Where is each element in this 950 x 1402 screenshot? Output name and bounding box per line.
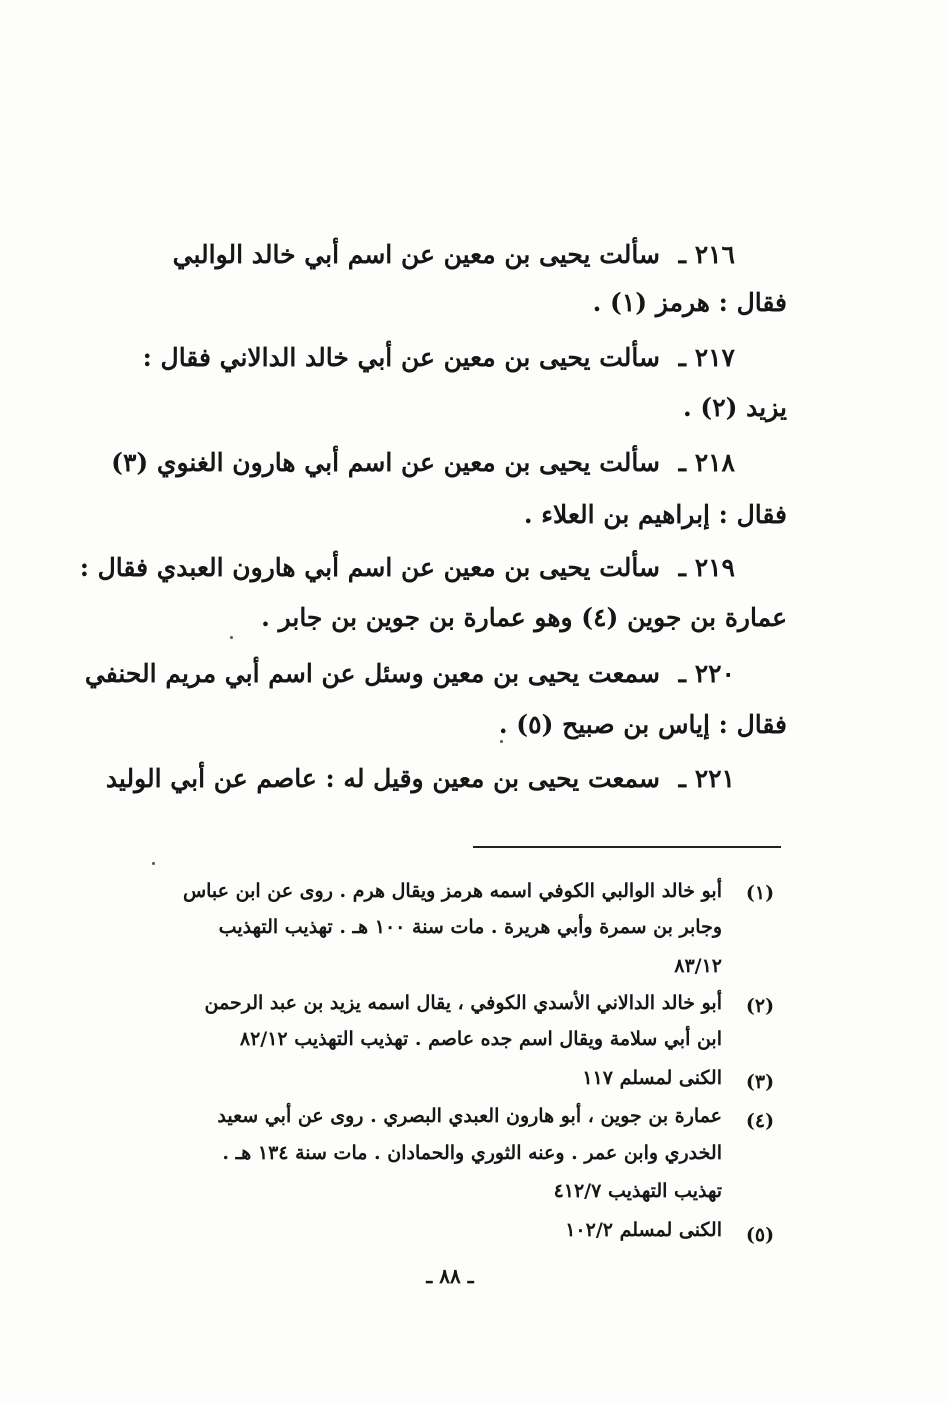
entry-218-line-1 <box>111 448 735 477</box>
entry-number: ٢١٧ ـ <box>678 343 735 372</box>
footnote-1-line-3: ٨٣/١٢ <box>674 955 722 977</box>
footnote-3-line-1: الكنى لمسلم ١١٧ <box>582 1067 722 1089</box>
footnote-4-line-2: الخدري وابن عمر . وعنه الثوري والحمادان . مات سنة ١٣٤ هـ . <box>222 1142 722 1164</box>
entry-216-line-1 <box>173 240 735 269</box>
footnote-4-line-3: تهذيب التهذيب ٤١٢/٧ <box>553 1180 722 1202</box>
entry-218-line-2: فقال : إبراهيم بن العلاء . <box>523 500 787 529</box>
entry-text: سمعت يحيى بن معين وسئل عن اسم أبي مريم الحنفي <box>84 659 660 688</box>
footnote-marker-2: (٢) <box>745 995 775 1017</box>
entry-220-line-1 <box>85 659 735 688</box>
page-number: ـ ٨٨ ـ <box>426 1264 474 1288</box>
footnote-1-line-1: أبو خالد الوالبي الكوفي اسمه هرمز ويقال هرم . روى عن ابن عباس <box>182 880 722 902</box>
entry-220-line-2: فقال : إياس بن صبيح (٥) . <box>498 710 787 739</box>
footnote-5-line-1: الكنى لمسلم ١٠٢/٢ <box>565 1219 722 1241</box>
entry-number: ٢٢١ ـ <box>678 764 735 793</box>
entry-text: سألت يحيى بن معين عن اسم أبي هارون العبدي فقال : <box>79 553 660 582</box>
footnote-marker-5: (٥) <box>745 1224 775 1246</box>
footnote-4-line-1: عمارة بن جوين ، أبو هارون العبدي البصري . روى عن أبي سعيد <box>217 1105 722 1127</box>
entry-text: سألت يحيى بن معين عن اسم أبي خالد الوالبي <box>172 240 660 269</box>
footnote-marker-4: (٤) <box>745 1110 775 1132</box>
footnote-marker-1: (١) <box>745 882 775 904</box>
scan-speck <box>500 740 503 743</box>
entry-number: ٢٢٠ ـ <box>678 659 735 688</box>
footnote-2-line-2: ابن أبي سلامة ويقال اسم جده عاصم . تهذيب التهذيب ٨٢/١٢ <box>239 1028 722 1050</box>
scan-speck <box>230 636 233 639</box>
scan-speck <box>152 862 155 865</box>
entry-221-line-1 <box>106 764 735 793</box>
entry-217-line-2: يزيد (٢) . <box>682 393 787 422</box>
entry-text: سألت يحيى بن معين عن اسم أبي هارون الغنوي (٣) <box>111 448 660 477</box>
entry-text: سألت يحيى بن معين عن أبي خالد الدالاني فقال : <box>142 343 660 372</box>
footnote-1-line-2: وجابر بن سمرة وأبي هريرة . مات سنة ١٠٠ هـ . تهذيب التهذيب <box>218 916 722 938</box>
entry-text: سمعت يحيى بن معين وقيل له : عاصم عن أبي الوليد <box>105 764 660 793</box>
footnote-2-line-1: أبو خالد الدالاني الأسدي الكوفي ، يقال اسمه يزيد بن عبد الرحمن <box>204 992 722 1014</box>
entry-number: ٢١٦ ـ <box>678 240 735 269</box>
entry-number: ٢١٨ ـ <box>678 448 735 477</box>
entry-216-line-2: فقال : هرمز (١) . <box>592 288 787 317</box>
footnote-divider <box>473 846 781 848</box>
entry-219-line-2: عمارة بن جوين (٤) وهو عمارة بن جوين بن جابر . <box>261 603 787 632</box>
entry-217-line-1 <box>143 343 735 372</box>
entry-number: ٢١٩ ـ <box>678 553 735 582</box>
footnote-marker-3: (٣) <box>745 1071 775 1093</box>
entry-219-line-1 <box>80 553 735 582</box>
